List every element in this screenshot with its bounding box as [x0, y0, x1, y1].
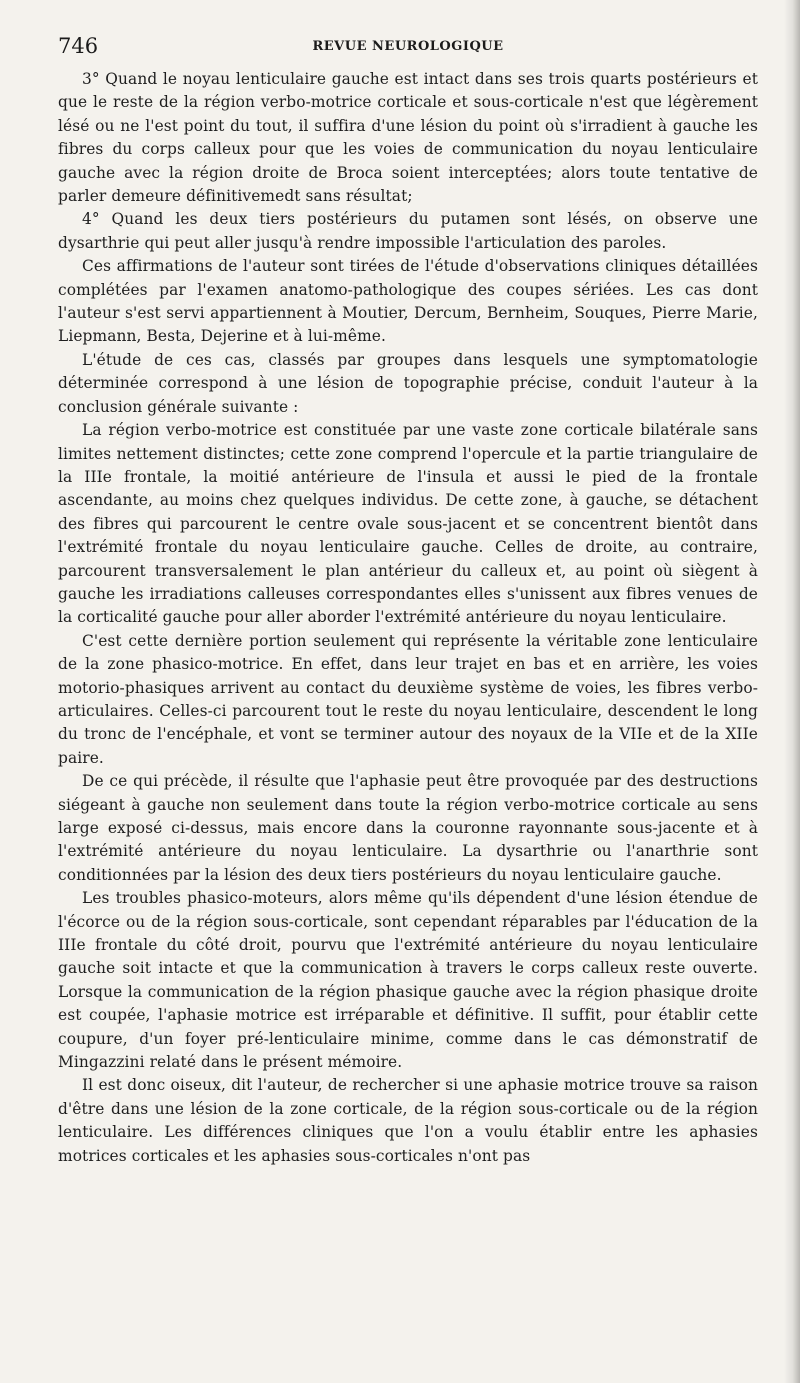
- paragraph-point-4: 4° Quand les deux tiers postérieurs du putamen sont lésés, on observe une dysarthrie qui peut aller jusqu'à rendre impossible l'articulation des paroles.: [58, 210, 758, 252]
- paragraph-point-3: 3° Quand le noyau lenticulaire gauche est intact dans ses trois quarts postérieurs et que le reste de la région verbo-motrice corticale et sous-corticale n'est que légèrement lésé ou ne l'est point du tout, il suffira d'une lésion du point où s'irradient à gauche les fibres du corps calleux pour que les voies de communication du noyau lenticulaire gauche avec la région droite de Broca soient interceptées; alors toute tentative de parler demeure définitivemedt sans résultat;: [58, 70, 758, 206]
- journal-title: REVUE NEUROLOGIQUE: [312, 39, 504, 54]
- paragraph-study: L'étude de ces cas, classés par groupes dans lesquels une symptomatologie déterminée correspond à une lésion de topographie précise, conduit l'auteur à la conclusion générale suivante :: [58, 350, 758, 416]
- page-number: 746: [58, 34, 99, 58]
- paragraph-conclusion: Il est donc oiseux, dit l'auteur, de rechercher si une aphasie motrice trouve sa raison d'être dans une lésion de la zone corticale, de la région sous-corticale ou de la région lenticulaire. Les différences cliniques que l'on a voulu établir entre les aphasies motrices corticales et les aphasies sous-corticales n'ont pas: [58, 1076, 758, 1165]
- article-body: [58, 68, 758, 1168]
- paragraph-phasic-motor-troubles: Les troubles phasico-moteurs, alors même qu'ils dépendent d'une lésion étendue de l'écorce ou de la région sous-corticale, sont cependant réparables par l'éducation de la IIIe frontale du côté droit, pourvu que l'extrémité antérieure du noyau lenticulaire gauche soit intacte et que la communication à travers le corps calleux reste ouverte. Lorsque la communication de la région phasique gauche avec la région phasique droite est coupée, l'aphasie motrice est irréparable et définitive. Il suffit, pour établir cette coupure, d'un foyer pré-lenticulaire minime, comme dans le cas démonstratif de Mingazzini relaté dans le présent mémoire.: [58, 889, 758, 1072]
- paragraph-lenticular-zone: C'est cette dernière portion seulement qui représente la véritable zone lenticulaire de la zone phasico-motrice. En effet, dans leur trajet en bas et en arrière, les voies motorio-phasiques arrivent au contact du deuxième système de voies, les fibres verbo-articulaires. Celles-ci parcourent tout le reste du noyau lenticulaire, descendent le long du tronc de l'encéphale, et vont se terminer autour des noyaux de la VIIe et de la XIIe paire.: [58, 631, 758, 767]
- paragraph-verbo-motor-region: La région verbo-motrice est constituée par une vaste zone corticale bilatérale sans limites nettement distinctes; cette zone comprend l'opercule et la partie triangulaire de la IIIe frontale, la moitié antérieure de l'insula et aussi le pied de la frontale ascendante, au moins chez quelques individus. De cette zone, à gauche, se détachent des fibres qui parcourent le centre ovale sous-jacent et se concentrent bientôt dans l'extrémité frontale du noyau lenticulaire gauche. Celles de droite, au contraire, parcourent transversalement le plan antérieur du calleux et, au point où siègent à gauche les irradiations calleuses correspondantes elles s'unissent aux fibres venues de la corticalité gauche pour aller aborder l'extrémité antérieure du noyau lenticulaire.: [58, 421, 758, 627]
- paragraph-aphasia-causes: De ce qui précède, il résulte que l'aphasie peut être provoquée par des destructions siégeant à gauche non seulement dans toute la région verbo-motrice corticale au sens large exposé ci-dessus, mais encore dans la couronne rayonnante sous-jacente et à l'extrémité antérieure du noyau lenticulaire. La dysarthrie ou l'anarthrie sont conditionnées par la lésion des deux tiers postérieurs du noyau lenticulaire gauche.: [58, 772, 758, 884]
- paragraph-sources: Ces affirmations de l'auteur sont tirées de l'étude d'observations cliniques détaillées complétées par l'examen anatomo-pathologique des coupes sériées. Les cas dont l'auteur s'est servi appartiennent à Moutier, Dercum, Bernheim, Souques, Pierre Marie, Liepmann, Besta, Dejerine et à lui-même.: [58, 257, 758, 346]
- page-edge-shadow: [784, 0, 800, 1383]
- page-header: [58, 34, 758, 64]
